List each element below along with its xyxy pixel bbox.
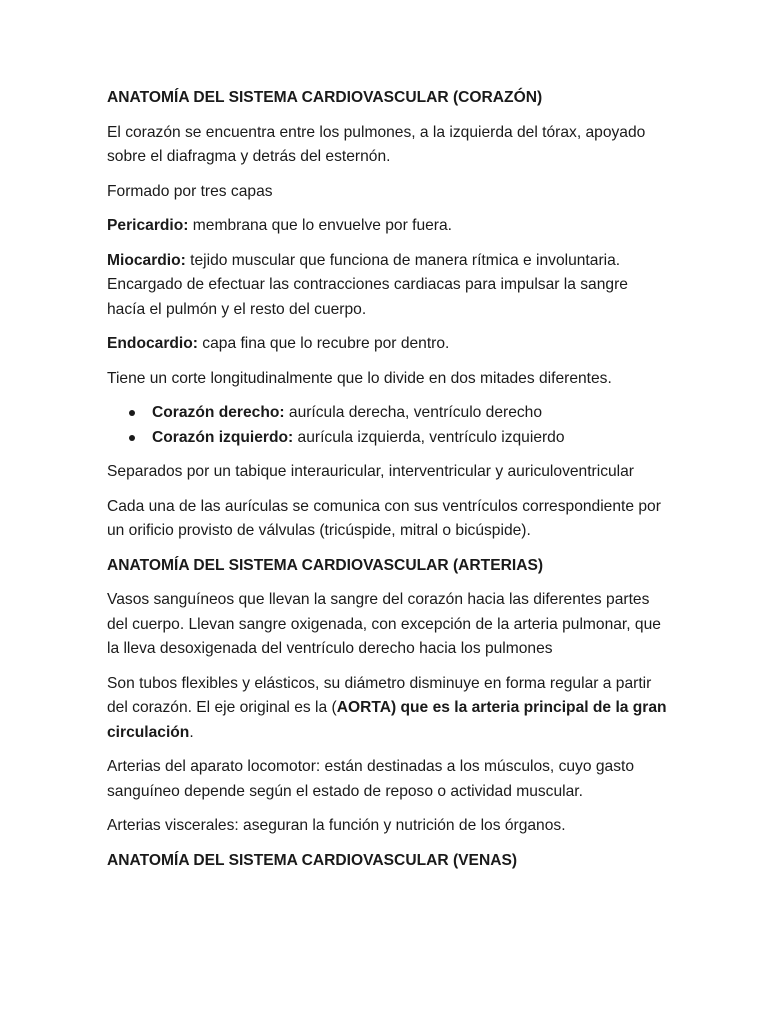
heading-corazon-text: ANATOMÍA DEL SISTEMA CARDIOVASCULAR (CORAZÓN) <box>107 89 543 106</box>
desc-pericardio: membrana que lo envuelve por fuera. <box>188 217 452 234</box>
paragraph-pericardio <box>107 214 667 239</box>
term-miocardio: Miocardio: <box>107 251 186 269</box>
bullet-icon <box>129 410 135 416</box>
bullet-icon <box>129 435 135 441</box>
paragraph-ubicacion: El corazón se encuentra entre los pulmones, a la izquierda del tórax, apoyado sobre el diafragma y detrás del esternón. <box>107 123 646 165</box>
list-item <box>107 426 667 451</box>
heading-venas <box>107 849 667 874</box>
tubos-bold: AORTA) que es la arteria principal de la gran circulación <box>107 699 667 741</box>
paragraph-miocardio <box>107 249 667 323</box>
paragraph-endocardio <box>107 332 667 357</box>
document-page <box>107 86 667 883</box>
heading-arterias <box>107 554 667 579</box>
paragraph-vasos: Vasos sanguíneos que llevan la sangre del corazón hacia las diferentes partes del cuerpo. Llevan sangre oxigenada, con excepción de la arteria pulmonar, que la lleva desoxigenada del ventrículo derecho hacia los pulmones <box>107 591 661 657</box>
paragraph-corte: Tiene un corte longitudinalmente que lo divide en dos mitades diferentes. <box>107 369 612 387</box>
heading-arterias-text: ANATOMÍA DEL SISTEMA CARDIOVASCULAR (ARTERIAS) <box>107 556 544 574</box>
desc-miocardio: tejido muscular que funciona de manera rítmica e involuntaria. Encargado de efectuar las contracciones cardiacas para impulsar la sangre hacía el pulmón y el resto del cuerpo. <box>107 251 628 318</box>
heading-corazon <box>107 86 667 111</box>
bullet-list <box>107 401 667 450</box>
desc-corazon-izquierdo: aurícula izquierda, ventrículo izquierdo <box>293 428 565 446</box>
paragraph-auriculas: Cada una de las aurículas se comunica con sus ventrículos correspondiente por un orificio provisto de válvulas (tricúspide, mitral o bicúspide). <box>107 497 661 539</box>
list-item <box>107 401 667 426</box>
tubos-end: . <box>189 723 194 741</box>
term-corazon-derecho: Corazón derecho: <box>152 404 285 421</box>
paragraph-locomotor: Arterias del aparato locomotor: están destinadas a los músculos, cuyo gasto sanguíneo depende según el estado de reposo o actividad muscular. <box>107 758 635 800</box>
desc-corazon-derecho: aurícula derecha, ventrículo derecho <box>284 404 543 421</box>
paragraph-separados: Separados por un tabique interauricular, interventricular y auriculoventricular <box>107 463 635 480</box>
heading-venas-text: ANATOMÍA DEL SISTEMA CARDIOVASCULAR (VENAS) <box>107 851 518 869</box>
term-pericardio: Pericardio: <box>107 217 189 234</box>
paragraph-capas: Formado por tres capas <box>107 182 273 200</box>
paragraph-viscerales: Arterias viscerales: aseguran la función y nutrición de los órganos. <box>107 817 566 834</box>
paragraph-tubos <box>107 672 667 746</box>
term-endocardio: Endocardio: <box>107 335 198 352</box>
term-corazon-izquierdo: Corazón izquierdo: <box>152 428 294 446</box>
tubos-text: Son tubos flexibles y elásticos, su diámetro disminuye en forma regular a partir del corazón. El eje original es la ( <box>107 674 652 716</box>
desc-endocardio: capa fina que lo recubre por dentro. <box>197 335 450 352</box>
